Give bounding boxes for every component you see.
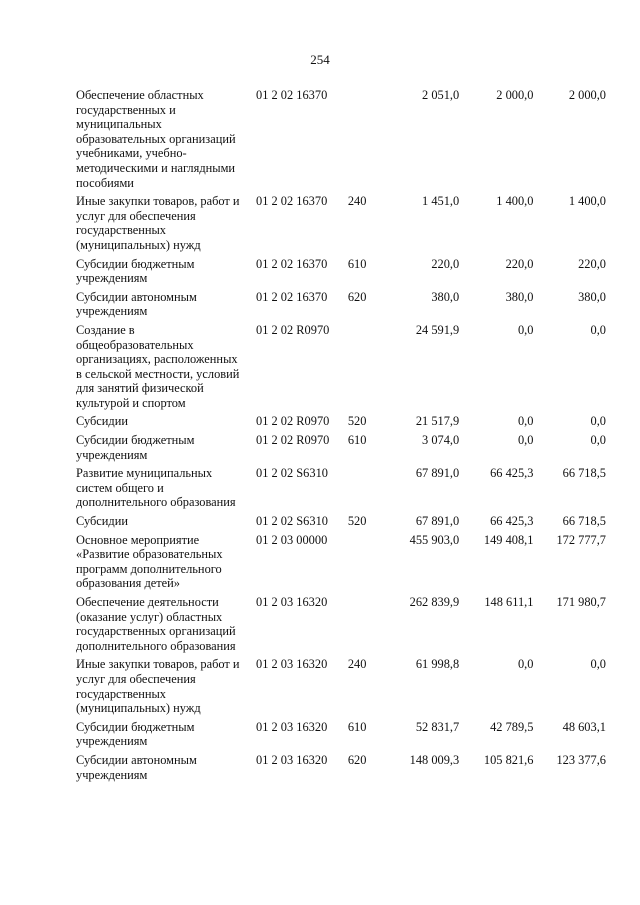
table-row: [76, 514, 606, 533]
amount-year3-cell: 66 718,5: [562, 466, 606, 481]
amount-year1-cell: 148 009,3: [409, 752, 460, 767]
row-name-cell: Субсидии автономным учреждениям: [76, 752, 197, 782]
amount-year2-cell: 0,0: [517, 657, 534, 672]
expense-type-cell: [344, 533, 382, 595]
table-row: [76, 533, 606, 595]
target-article-cell: 01 2 03 16320: [256, 657, 328, 672]
amount-year3-cell: 220,0: [578, 256, 606, 271]
amount-year1-cell: 52 831,7: [415, 719, 460, 734]
table-row: [76, 194, 606, 256]
expense-type-cell: 610: [347, 256, 367, 271]
target-article-cell: 01 2 03 16320: [256, 595, 328, 609]
row-name-cell: Иные закупки товаров, работ и услуг для обеспечения государственных (муниципальных) нужд: [76, 657, 240, 716]
table-row: [76, 323, 606, 415]
target-article-cell: 01 2 02 16370: [256, 88, 328, 102]
amount-year3-cell: 171 980,7: [556, 595, 606, 609]
amount-year3-cell: 1 400,0: [568, 194, 606, 209]
table-row: [76, 88, 606, 194]
amount-year2-cell: 0,0: [517, 322, 534, 337]
amount-year1-cell: 21 517,9: [415, 414, 460, 429]
row-name-cell: Субсидии автономным учреждениям: [76, 289, 197, 319]
expense-type-cell: 620: [347, 752, 367, 767]
target-article-cell: 01 2 03 00000: [256, 532, 328, 547]
amount-year2-cell: 0,0: [517, 433, 534, 448]
amount-year3-cell: 66 718,5: [562, 514, 606, 529]
target-article-cell: 01 2 02 R0970: [256, 414, 330, 429]
expense-type-cell: 520: [347, 414, 367, 429]
table-row: [76, 290, 606, 323]
amount-year2-cell: 220,0: [505, 256, 534, 271]
amount-year1-cell: 24 591,9: [415, 322, 460, 337]
row-name-cell: Развитие муниципальных систем общего и дополнительного образования: [76, 466, 236, 510]
amount-year3-cell: 0,0: [590, 433, 606, 448]
amount-year1-cell: 3 074,0: [422, 433, 460, 448]
amount-year2-cell: 0,0: [517, 414, 534, 429]
expense-type-cell: [344, 323, 382, 415]
amount-year2-cell: 148 611,1: [484, 595, 534, 609]
amount-year2-cell: 66 425,3: [490, 466, 534, 481]
expense-type-cell: 620: [347, 289, 367, 304]
row-name-cell: Иные закупки товаров, работ и услуг для обеспечения государственных (муниципальных) нужд: [76, 194, 240, 252]
row-name-cell: Основное мероприятие «Развитие образовательных программ дополнительного образования детей»: [76, 532, 223, 591]
row-name-cell: Субсидии бюджетным учреждениям: [76, 256, 195, 286]
row-name-cell: Субсидии: [76, 414, 128, 429]
table-row: [76, 414, 606, 433]
amount-year1-cell: 220,0: [431, 256, 460, 271]
target-article-cell: 01 2 02 S6310: [256, 466, 328, 481]
expense-type-cell: [344, 88, 382, 194]
row-name-cell: Субсидии бюджетным учреждениям: [76, 719, 195, 749]
table-body: [76, 88, 606, 786]
target-article-cell: 01 2 02 16370: [256, 194, 328, 209]
amount-year1-cell: 455 903,0: [409, 532, 460, 547]
amount-year1-cell: 67 891,0: [415, 466, 460, 481]
amount-year2-cell: 2 000,0: [496, 88, 534, 102]
amount-year1-cell: 61 998,8: [415, 657, 460, 672]
amount-year2-cell: 42 789,5: [490, 719, 534, 734]
table-row: [76, 753, 606, 786]
expense-type-cell: 610: [347, 433, 367, 448]
table-row: [76, 257, 606, 290]
amount-year3-cell: 0,0: [590, 322, 606, 337]
target-article-cell: 01 2 02 S6310: [256, 514, 328, 529]
target-article-cell: 01 2 02 16370: [256, 289, 328, 304]
amount-year2-cell: 1 400,0: [496, 194, 534, 209]
amount-year3-cell: 48 603,1: [562, 719, 606, 734]
amount-year3-cell: 172 777,7: [556, 532, 606, 547]
table-row: [76, 433, 606, 466]
amount-year1-cell: 380,0: [431, 289, 460, 304]
budget-table: [76, 88, 606, 786]
amount-year3-cell: 0,0: [590, 414, 606, 429]
expense-type-cell: [344, 595, 382, 657]
target-article-cell: 01 2 03 16320: [256, 752, 328, 767]
target-article-cell: 01 2 02 R0970: [256, 322, 330, 337]
expense-type-cell: 520: [347, 514, 367, 529]
expense-type-cell: [344, 466, 382, 514]
amount-year2-cell: 66 425,3: [490, 514, 534, 529]
row-name-cell: Создание в общеобразовательных организациях, расположенных в сельской местности, условий для занятий физической культурой и спортом: [76, 322, 240, 410]
amount-year1-cell: 67 891,0: [415, 514, 460, 529]
amount-year3-cell: 0,0: [590, 657, 606, 672]
table-row: [76, 466, 606, 514]
target-article-cell: 01 2 02 16370: [256, 256, 328, 271]
page-number: 254: [310, 52, 330, 67]
target-article-cell: 01 2 02 R0970: [256, 433, 330, 448]
target-article-cell: 01 2 03 16320: [256, 719, 328, 734]
amount-year1-cell: 1 451,0: [422, 194, 460, 209]
row-name-cell: Субсидии: [76, 514, 128, 529]
row-name-cell: Обеспечение деятельности (оказание услуг) областных государственных организаций дополнительного образования: [76, 595, 236, 653]
amount-year2-cell: 380,0: [505, 289, 534, 304]
table-row: [76, 720, 606, 753]
amount-year3-cell: 2 000,0: [568, 88, 606, 102]
table-row: [76, 657, 606, 719]
amount-year3-cell: 123 377,6: [556, 752, 606, 767]
row-name-cell: Субсидии бюджетным учреждениям: [76, 433, 195, 462]
amount-year1-cell: 262 839,9: [409, 595, 460, 609]
amount-year3-cell: 380,0: [578, 289, 606, 304]
amount-year2-cell: 105 821,6: [483, 752, 534, 767]
expense-type-cell: 610: [347, 719, 367, 734]
expense-type-cell: 240: [347, 657, 367, 672]
row-name-cell: Обеспечение областных государственных и муниципальных образовательных организаций учебниками, учебно-методическими и наглядными пособиями: [76, 88, 236, 190]
amount-year2-cell: 149 408,1: [483, 532, 534, 547]
amount-year1-cell: 2 051,0: [422, 88, 460, 102]
table-row: [76, 595, 606, 657]
expense-type-cell: 240: [347, 194, 367, 209]
